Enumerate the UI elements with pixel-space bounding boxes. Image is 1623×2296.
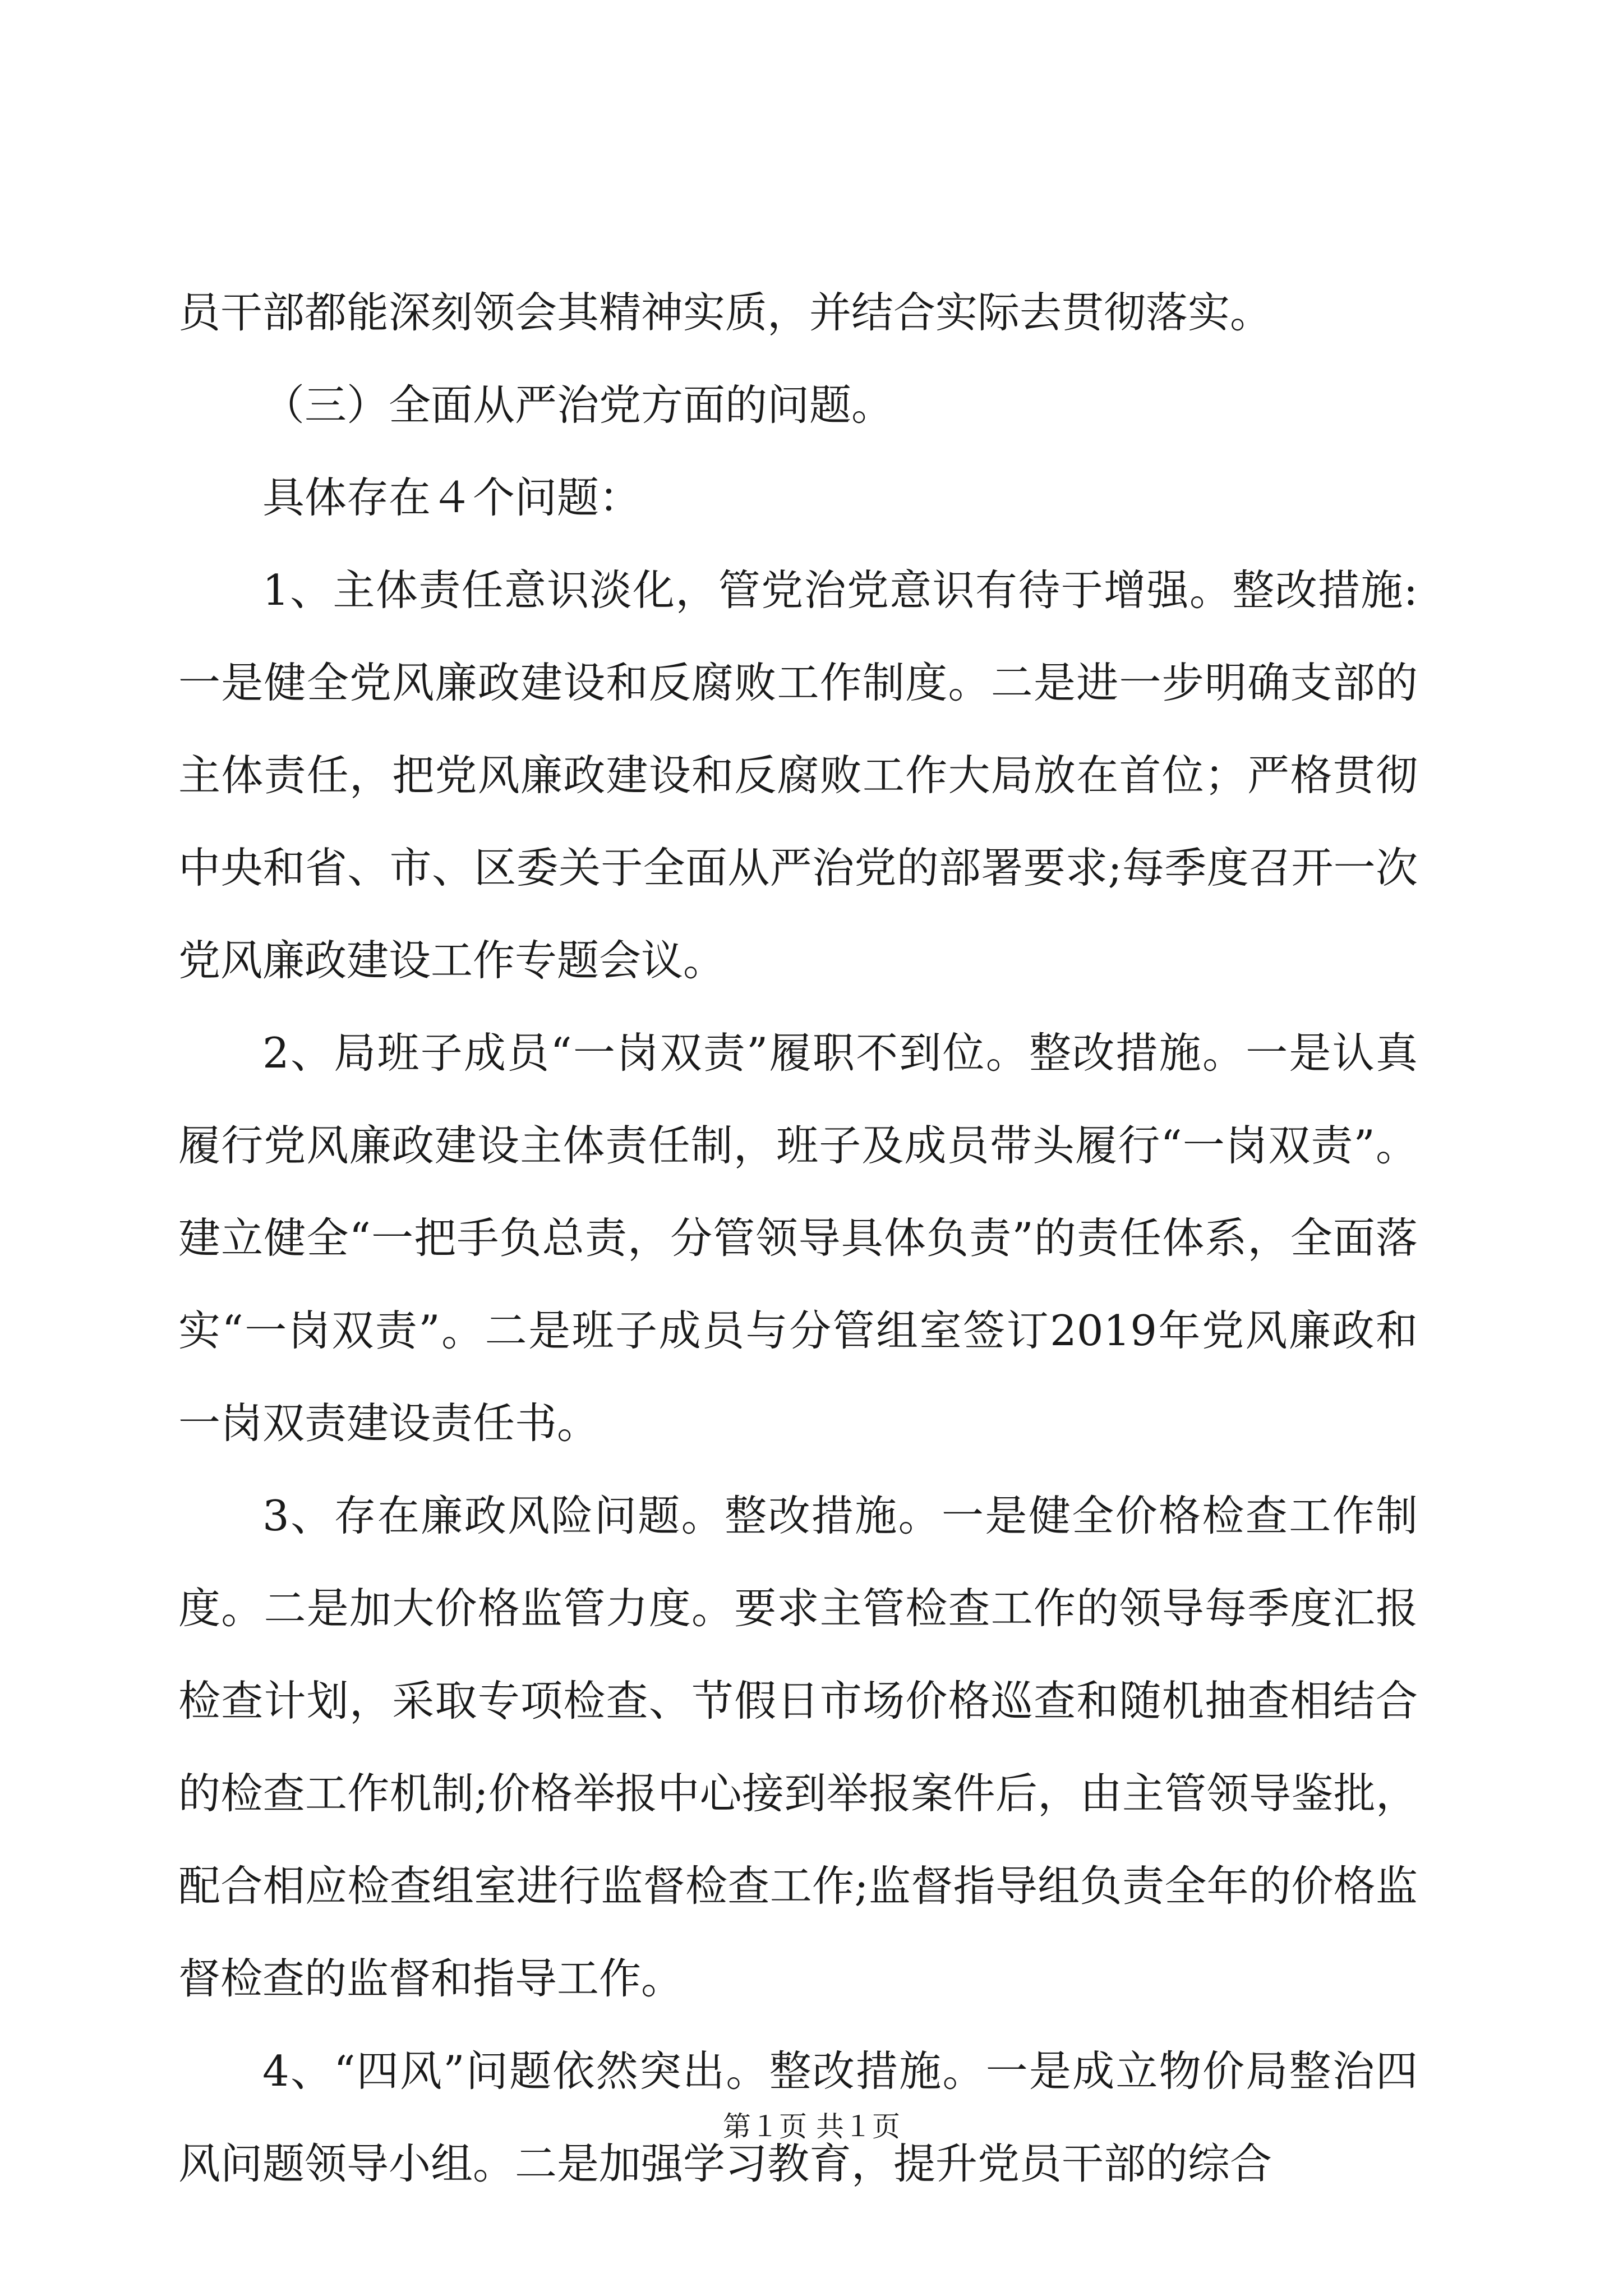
paragraph-issue-2: 2、局班子成员“一岗双责”履职不到位。整改措施。一是认真履行党风廉政建设主体责任制，班子及成员带头履行“一岗双责”。建立健全“一把手负总责，分管领导具体负责”的责任体系，全面落实“一岗双责”。二是班子成员与分管组室签订2019年党风廉政和一岗双责建设责任书。 [178,1028,1418,1448]
paragraph-issue-4: 4、“四风”问题依然突出。整改措施。一是成立物价局整治四风问题领导小组。二是加强学习教育，提升党员干部的综合 [178,2046,1418,2188]
issue-count-line: 具体存在４个问题： [262,473,642,522]
document-body [178,266,1418,2210]
page-footer: 第１页 共１页 [723,2110,900,2143]
section-heading: （三）全面从严治党方面的问题。 [262,380,894,430]
paragraph-continuation: 员干部都能深刻领会其精神实质，并结合实际去贯彻落实。 [178,288,1272,337]
paragraph-issue-1: 1、主体责任意识淡化，管党治党意识有待于增强。整改措施: 一是健全党风廉政建设和反腐败工作制度。二是进一步明确支部的主体责任，把党风廉政建设和反腐败工作大局放在首位；严格贯彻中央和省、市、区委关于全面从严治党的部署要求;每季度召开一次党风廉政建设工作专题会议。 [178,565,1418,985]
paragraph-issue-3: 3、存在廉政风险问题。整改措施。一是健全价格检查工作制度。二是加大价格监管力度。要求主管检查工作的领导每季度汇报检查计划，采取专项检查、节假日市场价格巡查和随机抽查相结合的检查工作机制;价格举报中心接到举报案件后，由主管领导鉴批，配合相应检查组室进行监督检查工作;监督指导组负责全年的价格监督检查的监督和指导工作。 [178,1491,1418,2003]
